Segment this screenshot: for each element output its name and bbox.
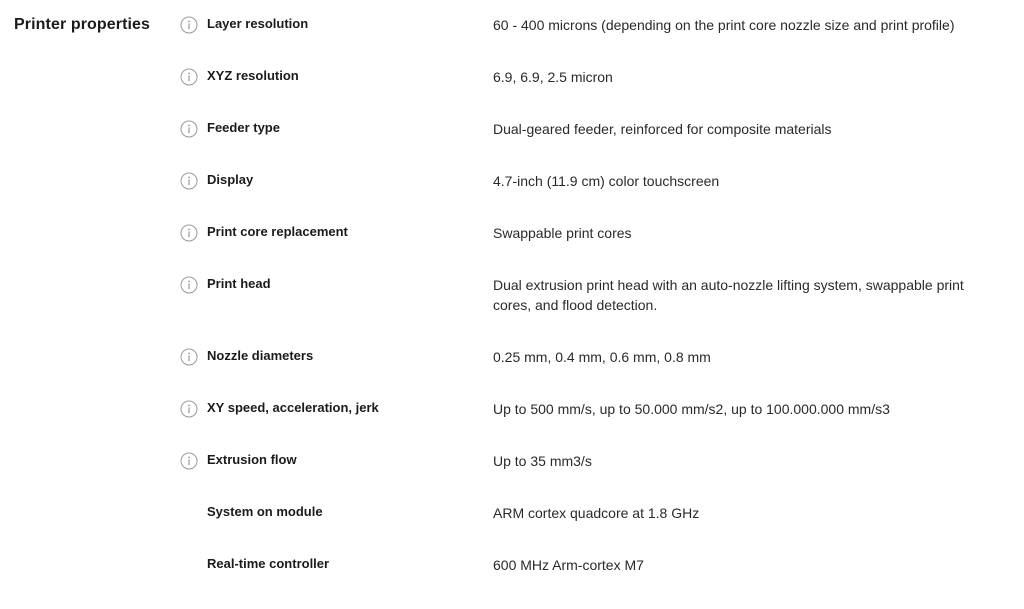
info-icon[interactable]: [180, 224, 198, 242]
info-icon[interactable]: [180, 452, 198, 470]
spec-label: Feeder type: [207, 120, 280, 135]
spec-value: Swappable print cores: [493, 225, 632, 241]
spec-value: Dual extrusion print head with an auto-nozzle lifting system, swappable print cores, and flood detection.: [493, 277, 964, 313]
info-icon[interactable]: [180, 348, 198, 366]
spec-value: ARM cortex quadcore at 1.8 GHz: [493, 505, 700, 521]
spec-value: Up to 35 mm3/s: [493, 453, 592, 469]
info-icon[interactable]: [180, 172, 198, 190]
spec-label: Display: [207, 172, 254, 187]
spec-label: Layer resolution: [207, 16, 309, 31]
section-title: Printer properties: [14, 16, 151, 33]
info-icon[interactable]: [180, 16, 198, 34]
spec-value: Dual-geared feeder, reinforced for composite materials: [493, 121, 832, 137]
spec-label: Extrusion flow: [207, 452, 297, 467]
spec-value: 0.25 mm, 0.4 mm, 0.6 mm, 0.8 mm: [493, 349, 711, 365]
spec-value: 6.9, 6.9, 2.5 micron: [493, 69, 613, 85]
spec-value: 4.7-inch (11.9 cm) color touchscreen: [493, 173, 720, 189]
spec-value: 600 MHz Arm-cortex M7: [493, 557, 644, 573]
spec-label: System on module: [207, 504, 323, 519]
spec-label: XYZ resolution: [207, 68, 299, 83]
info-icon[interactable]: [180, 120, 198, 138]
spec-label: Print core replacement: [207, 224, 348, 239]
info-icon[interactable]: [180, 68, 198, 86]
spec-label: Print head: [207, 276, 271, 291]
spec-label: Nozzle diameters: [207, 348, 314, 363]
info-icon[interactable]: [180, 400, 198, 418]
info-icon[interactable]: [180, 276, 198, 294]
spec-value: 60 - 400 microns (depending on the print core nozzle size and print profile): [493, 17, 955, 33]
spec-label: Real-time controller: [207, 556, 330, 571]
spec-label: XY speed, acceleration, jerk: [207, 400, 379, 415]
spec-value: Up to 500 mm/s, up to 50.000 mm/s2, up to 100.000.000 mm/s3: [493, 401, 890, 417]
